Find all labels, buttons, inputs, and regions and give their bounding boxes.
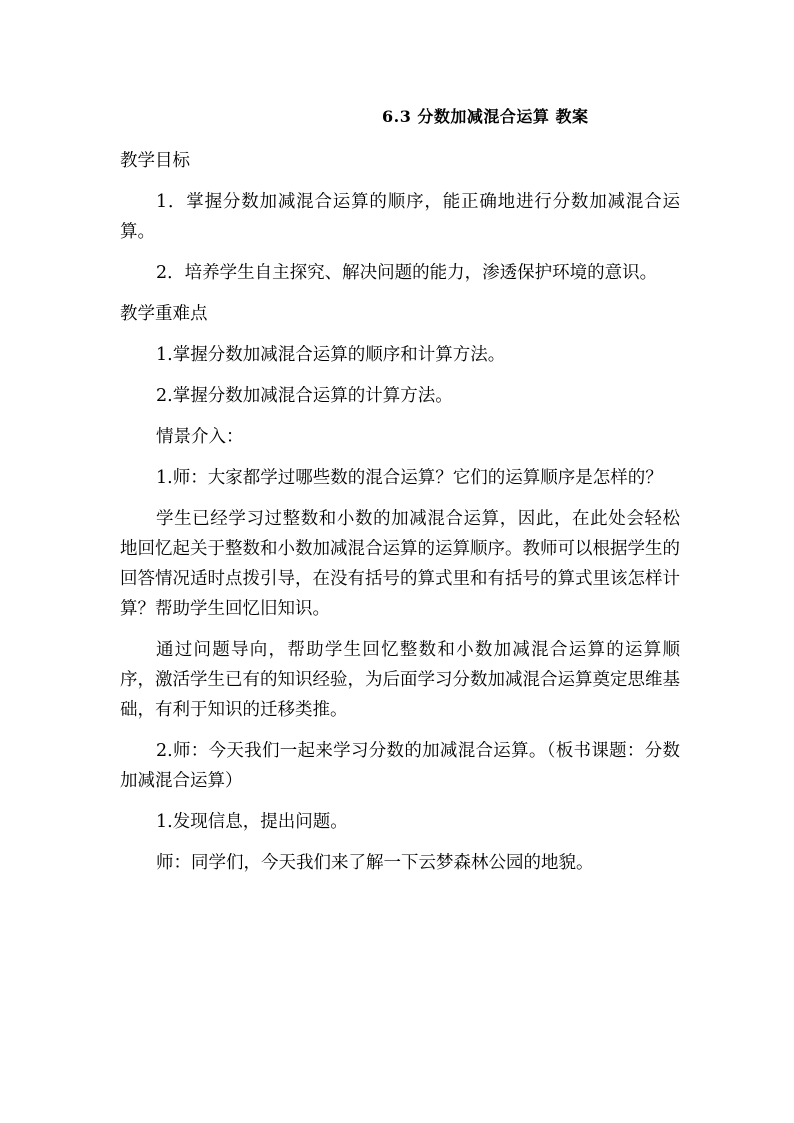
document-body — [120, 146, 680, 889]
paragraph-find-info: 1.发现信息，提出问题。 — [156, 812, 348, 832]
paragraph-student-recall: 学生已经学习过整数和小数的加减混合运算，因此，在此处会轻松地回忆起关于整数和小数加减混合运算的运算顺序。教师可以根据学生的回答情况适时点拨引导，在没有括号的算式里和有括号的算式里该怎样计算？帮助学生回忆旧知识。 — [120, 509, 680, 619]
section-heading-key-points: 教学重难点 — [120, 304, 208, 324]
paragraph-scenario-intro: 情景介入： — [156, 427, 244, 447]
section-heading-objectives: 教学目标 — [120, 151, 190, 171]
paragraph-problem-guidance: 通过问题导向，帮助学生回忆整数和小数加减混合运算的运算顺序，激活学生已有的知识经验，为后面学习分数加减混合运算奠定思维基础，有利于知识的迁移类推。 — [120, 640, 680, 720]
paragraph-teacher-park: 师：同学们，今天我们来了解一下云梦森林公园的地貌。 — [156, 853, 594, 873]
paragraph-key-point-2: 2.掌握分数加减混合运算的计算方法。 — [156, 386, 453, 406]
paragraph-objective-1: 1．掌握分数加减混合运算的顺序，能正确地进行分数加减混合运算。 — [120, 192, 680, 242]
paragraph-objective-2: 2．培养学生自主探究、解决问题的能力，渗透保护环境的意识。 — [156, 263, 658, 283]
paragraph-key-point-1: 1.掌握分数加减混合运算的顺序和计算方法。 — [156, 345, 506, 365]
document-title: 6.3 分数加减混合运算 教案 — [382, 107, 589, 126]
paragraph-teacher-question-1: 1.师：大家都学过哪些数的混合运算？它们的运算顺序是怎样的？ — [156, 468, 663, 488]
paragraph-teacher-topic: 2.师：今天我们一起来学习分数的加减混合运算。（板书课题：分数加减混合运算） — [120, 741, 680, 791]
